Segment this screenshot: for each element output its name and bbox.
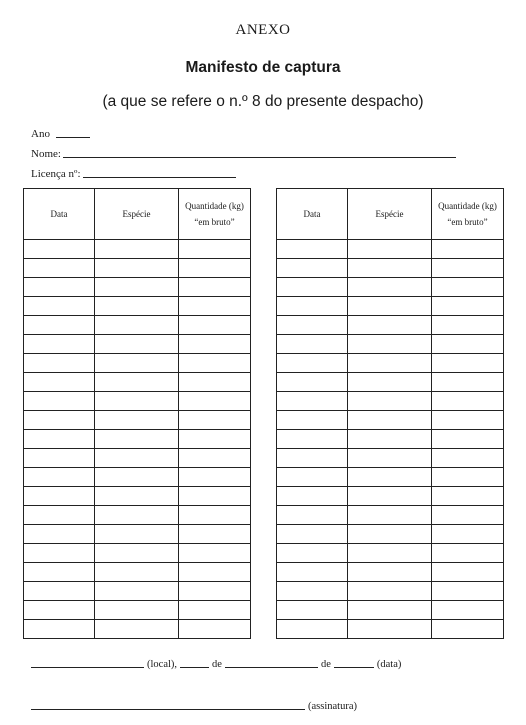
cell-quantidade[interactable] <box>179 430 251 449</box>
table-row <box>24 297 251 316</box>
capture-table-left <box>23 188 251 639</box>
cell-data[interactable] <box>277 506 348 525</box>
table-row <box>277 449 504 468</box>
cell-quantidade[interactable] <box>179 297 251 316</box>
cell-quantidade[interactable] <box>179 506 251 525</box>
cell-data[interactable] <box>24 297 95 316</box>
column-header-data: Data <box>277 189 348 240</box>
cell-especie[interactable] <box>95 601 179 620</box>
cell-quantidade[interactable] <box>179 259 251 278</box>
cell-quantidade[interactable] <box>432 373 504 392</box>
signature-input-line[interactable] <box>31 708 305 710</box>
annex-heading: ANEXO <box>235 22 291 38</box>
table-row <box>24 240 251 259</box>
cell-data[interactable] <box>277 392 348 411</box>
table-row <box>277 620 504 639</box>
cell-quantidade[interactable] <box>432 582 504 601</box>
table-row <box>24 411 251 430</box>
year-field <box>31 128 90 140</box>
cell-especie[interactable] <box>95 430 179 449</box>
table-row <box>24 278 251 297</box>
cell-data[interactable] <box>277 354 348 373</box>
table-row <box>24 544 251 563</box>
local-input-line[interactable] <box>31 666 144 668</box>
cell-data[interactable] <box>277 373 348 392</box>
cell-especie[interactable] <box>95 468 179 487</box>
name-label: Nome: <box>31 148 61 160</box>
table-row <box>277 297 504 316</box>
column-header-especie: Espécie <box>95 189 179 240</box>
cell-data[interactable] <box>277 601 348 620</box>
cell-data[interactable] <box>277 411 348 430</box>
cell-data[interactable] <box>24 525 95 544</box>
cell-quantidade[interactable] <box>179 335 251 354</box>
table-row <box>277 582 504 601</box>
table-row <box>277 430 504 449</box>
cell-data[interactable] <box>24 468 95 487</box>
table-row <box>24 563 251 582</box>
cell-quantidade[interactable] <box>432 354 504 373</box>
footer-place-date <box>31 659 404 670</box>
cell-data[interactable] <box>277 240 348 259</box>
cell-quantidade[interactable] <box>432 278 504 297</box>
cell-quantidade[interactable] <box>432 506 504 525</box>
cell-quantidade[interactable] <box>432 411 504 430</box>
cell-especie[interactable] <box>95 411 179 430</box>
cell-quantidade[interactable] <box>179 278 251 297</box>
column-header-quantidade: Quantidade (kg) “em bruto” <box>179 189 251 240</box>
cell-quantidade[interactable] <box>432 525 504 544</box>
cell-quantidade[interactable] <box>432 316 504 335</box>
table-header-row <box>277 189 504 240</box>
cell-especie[interactable] <box>95 392 179 411</box>
cell-data[interactable] <box>277 278 348 297</box>
table-row <box>24 601 251 620</box>
cell-data[interactable] <box>24 411 95 430</box>
cell-especie[interactable] <box>348 449 432 468</box>
cell-data[interactable] <box>277 449 348 468</box>
cell-data[interactable] <box>277 620 348 639</box>
cell-especie[interactable] <box>95 335 179 354</box>
table-row <box>277 601 504 620</box>
cell-especie[interactable] <box>348 601 432 620</box>
table-row <box>277 259 504 278</box>
name-input-line[interactable] <box>63 156 456 158</box>
cell-especie[interactable] <box>95 354 179 373</box>
page-title: Manifesto de captura <box>185 59 341 76</box>
table-header-row <box>24 189 251 240</box>
cell-data[interactable] <box>277 582 348 601</box>
cell-quantidade[interactable] <box>179 487 251 506</box>
cell-quantidade[interactable] <box>179 620 251 639</box>
column-header-data: Data <box>24 189 95 240</box>
cell-quantidade[interactable] <box>179 354 251 373</box>
table-row <box>277 316 504 335</box>
license-input-line[interactable] <box>83 176 236 178</box>
cell-data[interactable] <box>24 316 95 335</box>
table-row <box>277 506 504 525</box>
table-row <box>24 468 251 487</box>
license-field <box>31 168 236 180</box>
cell-quantidade[interactable] <box>432 335 504 354</box>
table-row <box>277 544 504 563</box>
cell-data[interactable] <box>24 544 95 563</box>
cell-data[interactable] <box>277 487 348 506</box>
cell-especie[interactable] <box>348 373 432 392</box>
cell-quantidade[interactable] <box>179 525 251 544</box>
table-row <box>277 240 504 259</box>
table-row <box>24 525 251 544</box>
cell-especie[interactable] <box>348 487 432 506</box>
cell-quantidade[interactable] <box>179 392 251 411</box>
cell-especie[interactable] <box>348 430 432 449</box>
cell-especie[interactable] <box>95 544 179 563</box>
table-row <box>24 487 251 506</box>
cell-quantidade[interactable] <box>432 430 504 449</box>
cell-especie[interactable] <box>348 468 432 487</box>
cell-data[interactable] <box>277 544 348 563</box>
cell-data[interactable] <box>277 316 348 335</box>
table-row <box>277 354 504 373</box>
de-label-2: de <box>320 659 331 670</box>
local-label: (local), <box>147 659 178 670</box>
cell-especie[interactable] <box>348 335 432 354</box>
cell-especie[interactable] <box>95 620 179 639</box>
cell-quantidade[interactable] <box>179 411 251 430</box>
column-header-quantidade: Quantidade (kg) “em bruto” <box>432 189 504 240</box>
cell-data[interactable] <box>24 278 95 297</box>
table-row <box>24 392 251 411</box>
cell-especie[interactable] <box>95 259 179 278</box>
cell-especie[interactable] <box>348 620 432 639</box>
cell-data[interactable] <box>277 259 348 278</box>
de-label-1: de <box>212 659 222 670</box>
date-label: (data) <box>376 659 402 670</box>
capture-table-right <box>276 188 504 639</box>
month-input-line[interactable] <box>225 666 318 668</box>
cell-especie[interactable] <box>348 544 432 563</box>
cell-quantidade[interactable] <box>432 544 504 563</box>
cell-especie[interactable] <box>348 525 432 544</box>
cell-especie[interactable] <box>348 240 432 259</box>
cell-especie[interactable] <box>95 487 179 506</box>
cell-especie[interactable] <box>348 582 432 601</box>
year-label: Ano <box>31 128 50 140</box>
cell-quantidade[interactable] <box>432 563 504 582</box>
table-row <box>24 449 251 468</box>
page-subtitle: (a que se refere o n.º 8 do presente despacho) <box>102 93 424 110</box>
cell-especie[interactable] <box>348 563 432 582</box>
cell-especie[interactable] <box>348 506 432 525</box>
cell-data[interactable] <box>277 430 348 449</box>
cell-quantidade[interactable] <box>432 240 504 259</box>
cell-data[interactable] <box>24 487 95 506</box>
cell-especie[interactable] <box>95 582 179 601</box>
year-input-line[interactable] <box>56 136 90 138</box>
cell-especie[interactable] <box>95 563 179 582</box>
cell-especie[interactable] <box>348 278 432 297</box>
cell-data[interactable] <box>24 449 95 468</box>
year-footer-input-line[interactable] <box>334 666 374 668</box>
cell-data[interactable] <box>277 297 348 316</box>
name-field <box>31 148 456 160</box>
table-row <box>24 582 251 601</box>
cell-especie[interactable] <box>348 297 432 316</box>
cell-quantidade[interactable] <box>179 563 251 582</box>
cell-data[interactable] <box>24 240 95 259</box>
cell-especie[interactable] <box>95 297 179 316</box>
cell-data[interactable] <box>24 582 95 601</box>
cell-data[interactable] <box>24 430 95 449</box>
table-row <box>277 525 504 544</box>
license-label: Licença nº: <box>31 168 81 180</box>
signature-label: (assinatura) <box>308 701 357 712</box>
table-row <box>277 411 504 430</box>
cell-data[interactable] <box>24 506 95 525</box>
day-input-line[interactable] <box>180 666 209 668</box>
cell-especie[interactable] <box>348 259 432 278</box>
cell-quantidade[interactable] <box>179 373 251 392</box>
cell-quantidade[interactable] <box>179 240 251 259</box>
cell-especie[interactable] <box>348 411 432 430</box>
cell-quantidade[interactable] <box>432 449 504 468</box>
table-row <box>24 316 251 335</box>
cell-quantidade[interactable] <box>179 449 251 468</box>
cell-especie[interactable] <box>348 316 432 335</box>
cell-especie[interactable] <box>95 449 179 468</box>
cell-especie[interactable] <box>95 316 179 335</box>
cell-quantidade[interactable] <box>179 544 251 563</box>
cell-data[interactable] <box>24 373 95 392</box>
cell-data[interactable] <box>24 620 95 639</box>
cell-quantidade[interactable] <box>432 468 504 487</box>
table-row <box>24 354 251 373</box>
table-row <box>24 620 251 639</box>
table-row <box>24 430 251 449</box>
cell-data[interactable] <box>24 392 95 411</box>
cell-data[interactable] <box>24 563 95 582</box>
cell-quantidade[interactable] <box>432 601 504 620</box>
cell-data[interactable] <box>277 335 348 354</box>
cell-quantidade[interactable] <box>432 297 504 316</box>
footer-signature <box>31 701 360 712</box>
table-row <box>277 487 504 506</box>
cell-especie[interactable] <box>348 392 432 411</box>
cell-quantidade[interactable] <box>179 468 251 487</box>
cell-especie[interactable] <box>95 525 179 544</box>
table-row <box>277 278 504 297</box>
table-row <box>277 392 504 411</box>
cell-quantidade[interactable] <box>432 259 504 278</box>
cell-quantidade[interactable] <box>179 582 251 601</box>
table-row <box>277 563 504 582</box>
cell-data[interactable] <box>277 468 348 487</box>
cell-data[interactable] <box>277 563 348 582</box>
table-row <box>24 506 251 525</box>
cell-quantidade[interactable] <box>179 316 251 335</box>
cell-data[interactable] <box>277 525 348 544</box>
cell-data[interactable] <box>24 335 95 354</box>
cell-especie[interactable] <box>95 373 179 392</box>
cell-quantidade[interactable] <box>432 392 504 411</box>
cell-quantidade[interactable] <box>432 620 504 639</box>
cell-quantidade[interactable] <box>179 601 251 620</box>
cell-quantidade[interactable] <box>432 487 504 506</box>
table-row <box>277 335 504 354</box>
cell-especie[interactable] <box>95 506 179 525</box>
cell-especie[interactable] <box>95 278 179 297</box>
table-row <box>24 373 251 392</box>
table-row <box>277 468 504 487</box>
table-row <box>24 259 251 278</box>
cell-especie[interactable] <box>95 240 179 259</box>
column-header-especie: Espécie <box>348 189 432 240</box>
cell-data[interactable] <box>24 354 95 373</box>
table-row <box>24 335 251 354</box>
cell-data[interactable] <box>24 259 95 278</box>
table-row <box>277 373 504 392</box>
cell-especie[interactable] <box>348 354 432 373</box>
cell-data[interactable] <box>24 601 95 620</box>
